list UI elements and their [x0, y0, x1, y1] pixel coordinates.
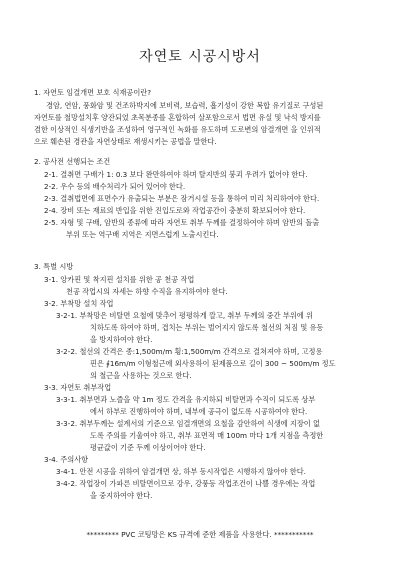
section-1-heading: 1. 자연토 임결개면 보호 식재공이란?: [34, 88, 152, 97]
section-3-3-2-text: 3-3-2. 취부두께는 설계서의 기준으로 임결개면의 요철을 감안하여 식생에 지장이 없: [56, 419, 320, 428]
section-3-2-1-text: 치하도록 하여야 하며, 겹치는 부위는 벌어지지 않도록 철선의 처짐 및 유동: [90, 323, 324, 332]
section-2-item: 2-5. 자형 및 구배, 암반의 종류에 따라 자연토 취부 두께를 결정하여야 하며 암반의 돌출: [44, 218, 320, 227]
document-title: 자연토 시공시방서: [139, 49, 261, 65]
section-3-4-heading: 3-4. 주의사항: [44, 455, 89, 464]
section-3-4-2-text: 을 중지하여야 한다.: [90, 491, 153, 500]
section-3-2-1-text: 3-2-1. 부착망은 비탈면 요철에 맞추어 평평하게 깔고, 취부 두께의 중간 부위에 위: [56, 311, 313, 320]
section-2-item: 부위 또는 역구배 지역은 지면스럽게 노출시킨다.: [66, 230, 219, 239]
section-2-heading: 2. 공사전 선행되는 조건: [34, 157, 111, 166]
section-3-3-1-text: 에서 하부로 진행하여야 하며, 내부에 공극이 없도록 시공하여야 한다.: [90, 407, 308, 416]
section-2-item: 2-4. 장비 또는 재료의 반입을 위한 진입도로와 작업공간이 충분히 확보되어야 한다.: [44, 206, 306, 215]
section-1-text: 경암, 연암, 풍화암 및 건조하박지에 보비력, 보습력, 흡기성이 강한 복합 유기질로 구성된: [46, 101, 324, 110]
section-3-2-2-text: 3-2-2. 철선의 간격은 종:1,500m/m 횡:1,500m/m 간격으로 결쳐져야 하며, 고정용: [56, 347, 323, 356]
document-footer-note: ********* PVC 코팅망은 KS 규격에 준한 제품을 사용한다. ***********: [86, 530, 314, 539]
section-3-heading: 3. 특별 시방: [34, 262, 74, 271]
section-1-text: 으로 훼손된 경관을 자연상태로 재생시키는 공법을 말한다.: [34, 137, 217, 146]
section-3-4-1-text: 3-4-1. 안전 시공을 위하여 암결개면 상, 하부 동시작업은 시행하지 않아야 한다.: [56, 467, 306, 476]
section-3-2-1-text: 을 방지하여야 한다.: [90, 335, 153, 344]
section-2-item: 2-2. 우수 등의 배수처리가 되어 있어야 한다.: [44, 182, 186, 191]
section-3-2-heading: 3-2. 부착망 설치 작업: [44, 299, 114, 308]
section-3-4-2-text: 3-4-2. 작업장이 가파른 비탈면이므로 강우, 강풍등 작업조건이 나쁠 경우에는 작업: [56, 479, 316, 488]
section-2-item: 2-3. 결취법면에 표면수가 유출되는 부분은 잠거시설 등을 통하여 미리 처리하여야 한다.: [44, 194, 320, 203]
section-3-3-2-text: 도록 주의를 기울여야 하고, 취부 표면적 매 100m 마다 1개 지점을 측정한: [90, 431, 324, 440]
section-3-2-2-text: 핀은 ∮16m/m 이형철근에 외사용하이 된제품으로 길이 300 ~ 500m/m 정도: [90, 359, 336, 368]
section-3-2-2-text: 의 철근을 사용하는 것으로 한다.: [90, 371, 192, 380]
section-1-text: 겸한 이상적인 식생기반을 조성하여 영구적인 녹화를 유도하며 도로변의 암결개면 을 인위적: [34, 125, 321, 134]
section-3-1-text: 천공 작업시의 자세는 하향 수직을 유지하여야 한다.: [66, 287, 228, 296]
section-1-text: 자연토를 철망설치후 양잔되었 초목분종를 혼합하여 살포함으로서 법면 유실 및 낙석 방지를: [34, 113, 321, 122]
section-3-3-2-text: 평균값이 기준 두께 이상이어야 한다.: [90, 443, 206, 452]
section-3-3-heading: 3-3. 자연토 취부작업: [44, 383, 112, 392]
section-3-3-1-text: 3-3-1. 취부면과 노즐을 약 1m 정도 간격을 유지하되 비탈면과 수직이 되도록 상부: [56, 395, 316, 404]
section-2-item: 2-1. 결취면 구배가 1: 0.3 보다 완만하여야 하며 탈지반의 붕괴 우려가 없어야 한다.: [44, 170, 308, 179]
section-3-1-heading: 3-1. 앙카핀 및 착지핀 설치를 위한 공 천공 작업: [44, 275, 195, 284]
